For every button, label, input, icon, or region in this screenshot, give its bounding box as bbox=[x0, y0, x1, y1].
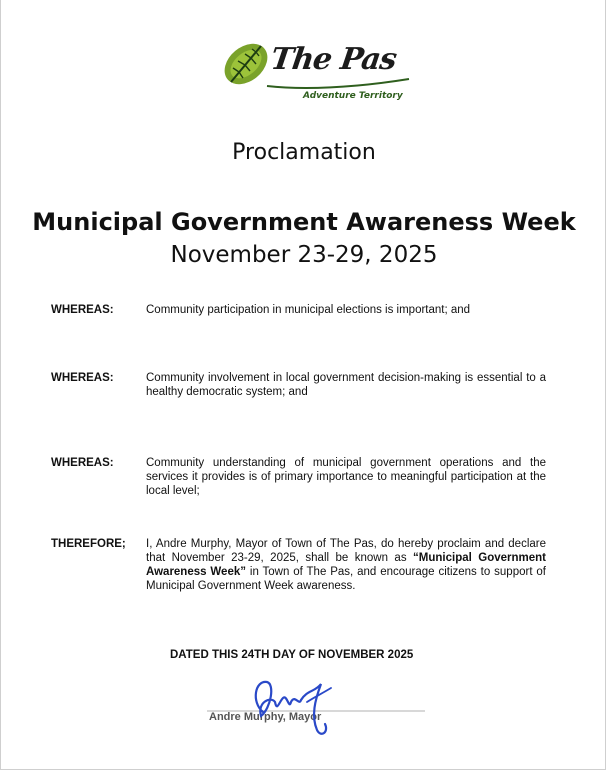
clause-text-end: in Town of The Pas, and encourage citizens to support of Municipal Government Week awareness. bbox=[146, 566, 546, 592]
event-name-bold: “Municipal Government Awareness Week” bbox=[146, 552, 546, 578]
handwritten-signature bbox=[171, 672, 371, 742]
clause-text: Community understanding of municipal government operations and the services it provides is of primary importance to meaningful participation at the local level; bbox=[146, 457, 546, 497]
proclamation-dates: November 23-29, 2025 bbox=[170, 242, 438, 268]
logo-title: The Pas bbox=[268, 42, 399, 77]
clause-text: Community participation in municipal elections is important; and bbox=[146, 304, 471, 316]
clause-label: WHEREAS: bbox=[51, 372, 114, 384]
signature-block bbox=[171, 672, 461, 742]
clause-text: Community involvement in local government decision-making is essential to a healthy democratic system; and bbox=[146, 372, 546, 398]
logo-swoosh bbox=[263, 76, 413, 90]
town-logo bbox=[219, 36, 409, 108]
logo-subtitle: Adventure Territory bbox=[303, 91, 403, 101]
clause-text bbox=[146, 537, 546, 593]
signatory-name: Andre Murphy, Mayor bbox=[209, 711, 322, 723]
clause-text-start: I, Andre Murphy, Mayor of Town of The Pas, do hereby proclaim and declare that November 23-29, 2025, shall be known as bbox=[146, 538, 546, 564]
clause-label: WHEREAS: bbox=[51, 304, 114, 316]
proclamation-heading: Proclamation bbox=[232, 140, 376, 165]
clause-label: THEREFORE; bbox=[51, 538, 126, 550]
dated-line: DATED THIS 24TH DAY OF NOVEMBER 2025 bbox=[170, 649, 414, 661]
clause-label: WHEREAS: bbox=[51, 457, 114, 469]
proclamation-title: Municipal Government Awareness Week bbox=[32, 208, 576, 236]
